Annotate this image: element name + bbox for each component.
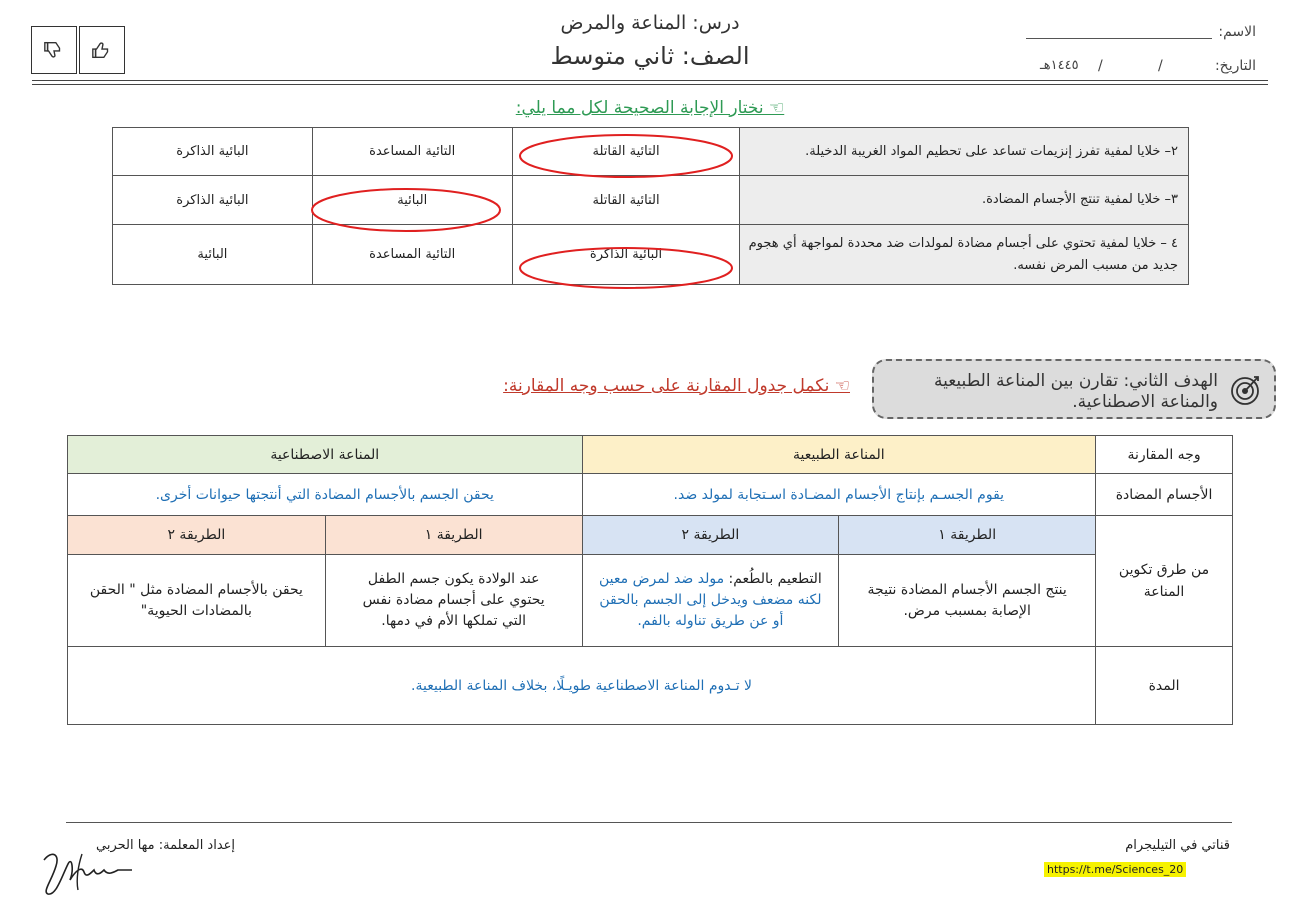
mcq-option[interactable]: البائية <box>312 176 512 225</box>
mcq-option[interactable]: التائية القاتلة <box>512 176 740 225</box>
goal-box <box>872 359 1276 419</box>
mcq-option[interactable]: التائية القاتلة <box>512 128 740 176</box>
vaccination-term: التطعيم بالطُعم: <box>728 571 822 587</box>
mcq-question: ٣– خلايا لمفية تنتج الأجسام المضادة. <box>740 176 1189 225</box>
natural-method2-header: الطريقة ٢ <box>582 516 839 555</box>
answer-circles <box>0 0 1300 300</box>
artificial-immunity-header: المناعة الاصطناعية <box>68 436 583 474</box>
table-row <box>68 647 1233 725</box>
goal-text: الهدف الثاني: تقارن بين المناعة الطبيعية والمناعة الاصطناعية. <box>933 371 1218 412</box>
mcq-option[interactable]: البائية <box>113 225 313 285</box>
artificial-method2-header: الطريقة ٢ <box>68 516 326 555</box>
lesson-title: درس: المناعة والمرض <box>560 12 740 34</box>
telegram-link[interactable]: https://t.me/Sciences_20 <box>1044 862 1186 877</box>
table-row <box>68 474 1233 516</box>
telegram-channel-label: قناتي في التيليجرام <box>1125 838 1230 853</box>
natural-method1-header: الطريقة ١ <box>839 516 1096 555</box>
artificial-method1-answer: عند الولادة يكون جسم الطفل يحتوي على أجسام مضادة نفس التي تملكها الأم في دمها. <box>325 555 582 647</box>
vaccination-definition: مولد ضد لمرض معين لكنه مضعف ويدخل إلى الجسم بالحقن أو عن طريق تناوله بالفم. <box>598 571 822 629</box>
table-row <box>68 555 1233 647</box>
comparison-table <box>67 435 1233 725</box>
table-row <box>68 436 1233 474</box>
date-slash: / <box>1158 58 1163 74</box>
mcq-option[interactable]: التائية المساعدة <box>312 128 512 176</box>
mcq-option[interactable]: البائية الذاكرة <box>113 176 313 225</box>
teacher-credit: إعداد المعلمة: مها الحربي <box>96 838 236 853</box>
duration-answer: لا تـدوم المناعة الاصطناعية طويـلًا، بخلاف المناعة الطبيعية. <box>68 647 1096 725</box>
comparison-instruction: ☜ نكمل جدول المقارنة على حسب وجه المقارنة: <box>503 376 850 396</box>
mcq-option[interactable]: البائية الذاكرة <box>512 225 740 285</box>
date-label: التاريخ: <box>1214 58 1256 74</box>
natural-immunity-header: المناعة الطبيعية <box>582 436 1096 474</box>
artificial-antibodies-answer: يحقن الجسم بالأجسام المضادة التي أنتجتها حيوانات أخرى. <box>68 474 583 516</box>
mcq-question: ٤ – خلايا لمفية تحتوي على أجسام مضادة لمولدات ضد محددة لمواجهة أي هجوم جديد من مسبب المرض نفسه. <box>740 225 1189 285</box>
date-slash: / <box>1098 58 1103 74</box>
table-row <box>68 516 1233 555</box>
mcq-instruction: ☜ نختار الإجابة الصحيحة لكل مما يلي: <box>515 98 785 118</box>
answer-circle <box>520 135 732 177</box>
aspect-header: وجه المقارنة <box>1096 436 1233 474</box>
target-icon <box>1228 373 1262 407</box>
hijri-year: ١٤٤٥هـ <box>1040 58 1079 73</box>
name-label: الاسم: <box>1218 24 1256 40</box>
artificial-method1-header: الطريقة ١ <box>325 516 582 555</box>
mcq-option[interactable]: التائية المساعدة <box>312 225 512 285</box>
mcq-option[interactable]: البائية الذاكرة <box>113 128 313 176</box>
methods-label: من طرق تكوين المناعة <box>1096 516 1233 647</box>
artificial-method2-answer: يحقن بالأجسام المضادة مثل " الحقن بالمضادات الحيوية" <box>68 555 326 647</box>
mcq-question: ٢– خلايا لمفية تفرز إنزيمات تساعد على تحطيم المواد الغريبة الدخيلة. <box>740 128 1189 176</box>
natural-method1-answer: ينتج الجسم الأجسام المضادة نتيجة الإصابة بمسبب مرض. <box>839 555 1096 647</box>
antibodies-label: الأجسام المضادة <box>1096 474 1233 516</box>
signature-icon <box>38 846 138 898</box>
duration-label: المدة <box>1096 647 1233 725</box>
answer-circle <box>312 189 500 231</box>
natural-method2-answer <box>582 555 839 647</box>
grade-title: الصف: ثاني متوسط <box>550 42 750 70</box>
answer-circle <box>520 248 732 288</box>
natural-antibodies-answer: يقوم الجسـم بإنتاج الأجسام المضـادة اسـتجابة لمولد ضد. <box>582 474 1096 516</box>
footer-divider <box>66 822 1232 823</box>
